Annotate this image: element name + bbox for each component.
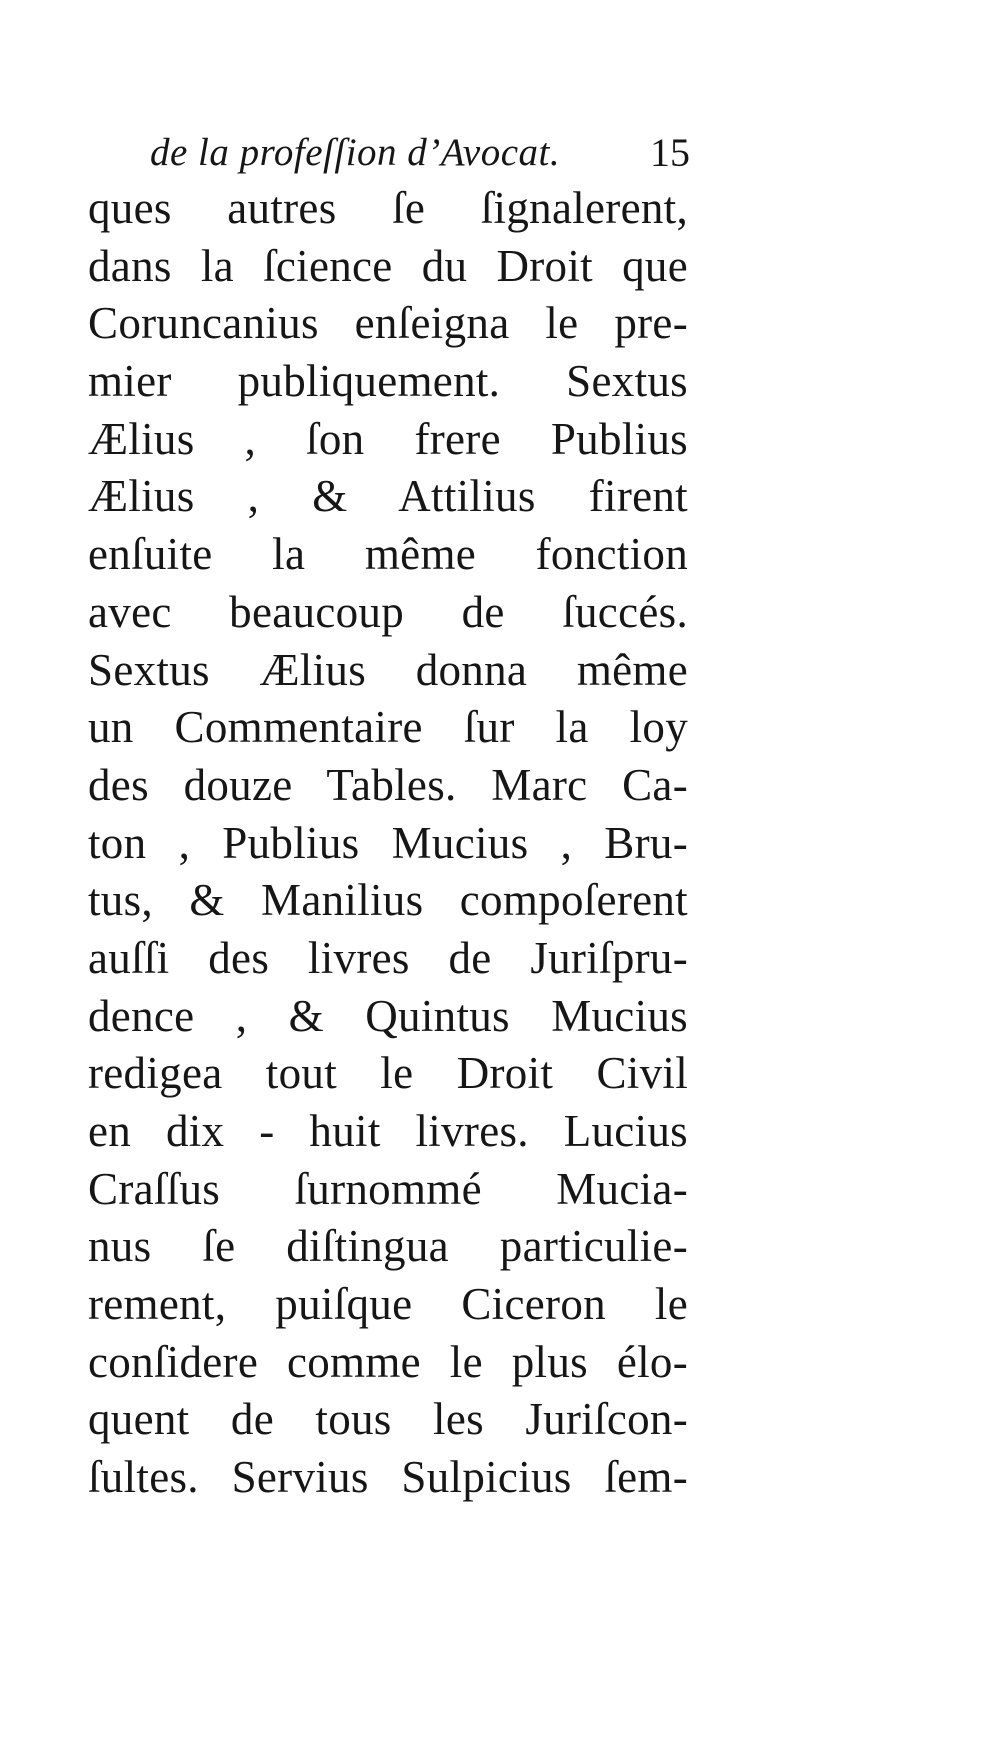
- text-line: ſultes. Servius Sulpicius ſem-: [88, 1452, 688, 1503]
- text-line: rement, puiſque Ciceron le: [88, 1279, 688, 1330]
- text-line: Craſſus ſurnommé Mucia-: [88, 1163, 688, 1214]
- text-line: mier publiquement. Sextus: [88, 356, 688, 407]
- text-line: ques autres ſe ſignalerent,: [88, 183, 688, 233]
- text-line: ton , Publius Mucius , Bru-: [88, 817, 688, 868]
- running-head: [150, 128, 750, 188]
- text-line: enſuite la même fonction: [88, 529, 688, 580]
- text-line: avec beaucoup de ſuccés.: [88, 586, 688, 637]
- text-line: conſidere comme le plus élo-: [88, 1336, 688, 1387]
- text-line: Ælius , & Attilius firent: [88, 471, 688, 522]
- text-line: tus, & Manilius compoſerent: [88, 875, 688, 926]
- text-line: en dix - huit livres. Lucius: [88, 1106, 688, 1156]
- text-line: dans la ſcience du Droit que: [88, 240, 688, 291]
- body-text: [88, 180, 688, 1507]
- text-line: nus ſe diſtingua particulie-: [88, 1221, 688, 1272]
- text-line: des douze Tables. Marc Ca-: [88, 759, 688, 810]
- running-title: de la profeſſion d’Avocat.: [150, 131, 561, 174]
- page-number: 15: [650, 130, 690, 175]
- text-line: auſſi des livres de Juriſpru-: [88, 932, 688, 983]
- text-line: dence , & Quintus Mucius: [88, 990, 688, 1041]
- text-line: quent de tous les Juriſcon-: [88, 1394, 688, 1445]
- text-line: Ælius , ſon frere Publius: [88, 413, 688, 464]
- text-line: redigea tout le Droit Civil: [88, 1048, 688, 1099]
- text-line: un Commentaire ſur la loy: [88, 702, 688, 753]
- text-line: Coruncanius enſeigna le pre-: [88, 298, 688, 349]
- text-line: Sextus Ælius donna même: [88, 644, 688, 695]
